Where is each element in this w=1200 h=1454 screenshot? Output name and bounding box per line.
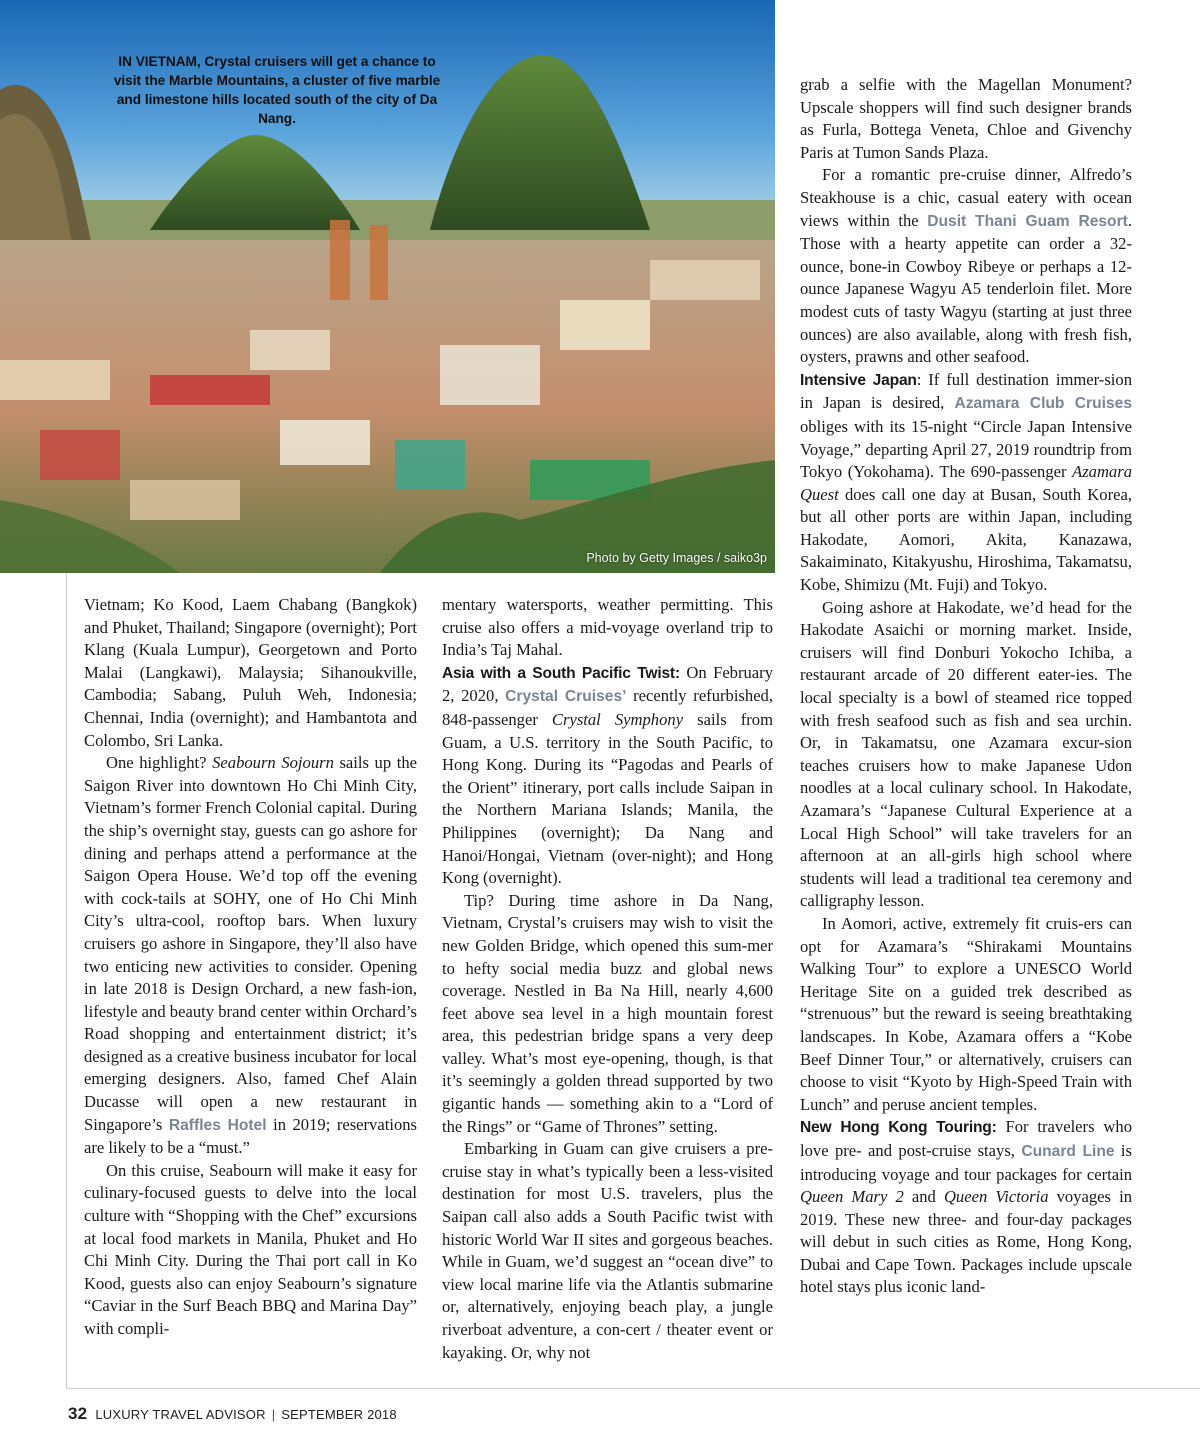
c2-p2-text-a: On February 2, 2020, <box>442 662 773 706</box>
c3-p6-ship-name-1: Queen Mary 2 <box>800 1187 904 1207</box>
c3-p6-text-d: voyages in 2019. These new three- and four-day packages will debut in such cities as Rome, Hong Kong, Dubai and Cape Town. Packages include upscale hotel stays plus iconic land- <box>800 1187 1133 1297</box>
c2-paragraph-3: Tip? During time ashore in Da Nang, Vietnam, Crystal’s cruisers may wish to visit the new Golden Bridge, which opened this sum-mer to hefty social media buzz and global news coverage. Nestled in Ba Na Hill, nearly 4,600 feet above sea level in a high mountain forest area, this pedestrian bridge spans a very deep valley. What’s most eye-opening, though, is that it’s seemingly a golden thread supported by two gigantic hands — something akin to a “Lord of the Rings” or “Game of Thrones” setting. <box>442 890 773 1136</box>
c3-p6-text-b: is introducing voyage and tour packages for certain <box>800 1140 1133 1184</box>
c1-p2-text-a: One highlight? <box>106 753 213 773</box>
footer-rule <box>66 1388 1200 1389</box>
footer-separator: | <box>271 1407 276 1422</box>
c2-p2-ship-name: Crystal Symphony <box>551 709 684 729</box>
page-footer <box>68 1404 397 1424</box>
c2-paragraph-4: Embarking in Guam can give cruisers a pre-cruise stay in what’s typically been a less-visited destination for most U.S. travelers, plus the Saipan call also adds a South Pacific twist with historic World War II sites and gorgeous beaches. While in Guam, we’d suggest an “ocean dive” to view local marine life via the Atlantis submarine or, alternatively, enjoying beach play, a jungle riverboat adventure, a con-cert / theater event or kayaking. Or, why not <box>442 1139 773 1362</box>
photo-credit: Photo by Getty Images / saiko3p <box>586 551 767 565</box>
section-heading-asia: Asia with a South Pacific Twist: <box>442 664 680 682</box>
c3-p6-text-c: and <box>903 1187 944 1207</box>
column-3 <box>800 74 1132 1299</box>
photo-caption-text: Crystal cruisers will get a chance to visit the Marble Mountains, a cluster of five marble and limestone hills located south of the city of Da Nang. <box>113 54 441 126</box>
c1-paragraph-1: Vietnam; Ko Kood, Laem Chabang (Bangkok) and Phuket, Thailand; Singapore (overnight); Port Klang (Kuala Lumpur), Georgetown and Porto Malai (Langkawi), Malaysia; Sihanoukville, Cambodia; Sabang, Puluh Weh, Indonesia; Chennai, India (overnight); and Hambantota and Colombo, Sri Lanka. <box>84 595 417 750</box>
c3-p6-text-a: For travelers who love pre- and post-cruise stays, <box>800 1117 1132 1160</box>
c2-paragraph-1: mentary watersports, weather permitting. This cruise also offers a mid-voyage overland trip to India’s Taj Mahal. <box>442 595 773 660</box>
magazine-name: LUXURY TRAVEL ADVISOR <box>95 1407 266 1422</box>
c1-paragraph-2 <box>84 752 417 1160</box>
c3-paragraph-2 <box>800 164 1132 368</box>
photo-caption-lead: IN VIETNAM, <box>118 54 201 69</box>
hero-photo <box>0 0 775 573</box>
c3-paragraph-3 <box>800 369 1132 597</box>
dusit-thani-guam-link[interactable]: Dusit Thani Guam Resort <box>927 212 1128 230</box>
azamara-club-cruises-link[interactable]: Azamara Club Cruises <box>954 395 1132 413</box>
c1-paragraph-3: On this cruise, Seabourn will make it easy for culinary-focused guests to delve into the local culture with “Shopping with the Chef” excursions at local food markets in Manila, Phuket and Ho Chi Minh City. During the Thai port call in Ko Kood, guests also can enjoy Seabourn’s signature “Caviar in the Surf Beach BBQ and Marina Day” with compli- <box>84 1160 417 1338</box>
c3-paragraph-6 <box>800 1116 1132 1299</box>
c3-p6-ship-name-2: Queen Victoria <box>943 1187 1049 1207</box>
c3-paragraph-5: In Aomori, active, extremely fit cruis-ers can opt for Azamara’s “Shirakami Mountains Walking Tour” to explore a UNESCO World Heritage Site on a guided trek described as “strenuous” but the reward is seeing breathtaking landscapes. In Kobe, Azamara offers a “Kobe Beef Dinner Tour,” or alternatively, cruisers can choose to visit “Kyoto by High-Speed Train with Lunch” and peruse ancient temples. <box>800 913 1132 1114</box>
crystal-cruises-link[interactable]: Crystal Cruises’ <box>505 688 627 706</box>
c3-p2-text-a: For a romantic pre-cruise dinner, Alfredo’s Steakhouse is a chic, casual eatery with ocean views within the <box>800 165 1132 230</box>
cunard-line-link[interactable]: Cunard Line <box>1021 1142 1115 1160</box>
c2-p2-text-b: recently refurbished, 848-passenger <box>442 686 774 729</box>
c3-p3-ship-name: Azamara Quest <box>800 462 1132 504</box>
column-2 <box>442 594 773 1364</box>
c3-p3-text-a: : If full destination immer-sion in Japan is desired, <box>800 369 1132 413</box>
issue-date: SEPTEMBER 2018 <box>281 1407 397 1422</box>
photo-caption <box>112 52 442 128</box>
c1-p2-ship-name: Seabourn Sojourn <box>212 753 334 773</box>
c1-p2-text-c: in 2019; reservations are likely to be a “must.” <box>84 1114 417 1158</box>
section-heading-japan: Intensive Japan <box>800 371 917 389</box>
c3-p2-text-b: . Those with a hearty appetite can order a 32-ounce, bone-in Cowboy Ribeye or perhaps a 12-ounce Japanese Wagyu A5 tenderloin filet. More modest cuts of tasty Wagyu (starting at just three ounces) are also available, along with fresh fish, oysters, prawns and other seafood. <box>800 210 1132 367</box>
raffles-hotel-link[interactable]: Raffles Hotel <box>168 1116 267 1134</box>
c3-paragraph-4: Going ashore at Hakodate, we’d head for the Hakodate Asaichi or morning market. Inside, cruisers will find Donburi Yokocho Ichiba, a restaurant arcade of 20 different eater-ies. The local specialty is a bowl of steamed rice topped with fresh seafood such as fish and sea urchin. Or, in Takamatsu, one Azamara excur-sion teaches cruisers how to make Japanese Udon noodles at a local culinary school. In Hakodate, Azamara’s “Japanese Cultural Experience at a Local High School” will take travelers for an afternoon at an all-girls high school where students will lead a traditional tea ceremony and calligraphy lesson. <box>800 597 1132 911</box>
c2-p2-text-c: sails from Guam, a U.S. territory in the South Pacific, to Hong Kong. During its “Pagodas and Pearls of the Orient” itinerary, port calls include Saipan in the Northern Mariana Islands; Manila, the Philippines (overnight); Da Nang and Hanoi/Hongai, Vietnam (over-night); and Hong Kong (overnight). <box>442 709 773 888</box>
c3-p3-text-b: obliges with its 15-night “Circle Japan Intensive Voyage,” departing April 27, 2019 roundtrip from Tokyo (Yokohama). The 690-passenger <box>800 416 1132 482</box>
column-1 <box>84 594 417 1341</box>
left-margin-rule <box>66 573 67 1388</box>
page-number: 32 <box>68 1404 88 1423</box>
section-heading-hong-kong: New Hong Kong Touring: <box>800 1119 997 1137</box>
c3-paragraph-1: grab a selfie with the Magellan Monument? Upscale shoppers will find such designer brands as Furla, Bottega Veneta, Chloe and Givenchy Paris at Tumon Sands Plaza. <box>800 75 1132 162</box>
c1-p2-text-b: sails up the Saigon River into downtown Ho Chi Minh City, Vietnam’s former French Colonial capital. During the ship’s overnight stay, guests can go ashore for dining and perhaps attend a performance at the Saigon Opera House. We’d top off the evening with cock-tails at SOHY, one of Ho Chi Minh City’s ultra-cool, rooftop bars. When luxury cruisers go ashore in Singapore, they’ll also have two enticing new activities to consider. Opening in late 2018 is Design Orchard, a new fash-ion, lifestyle and beauty brand center within Orchard’s Road shopping and entertainment district; it’s designed as a creative business incubator for local emerging designers. Also, famed Chef Alain Ducasse will open a new restaurant in Singapore’s <box>84 753 418 1134</box>
c2-paragraph-2 <box>442 662 773 890</box>
c3-p3-text-c: does call one day at Busan, South Korea, but all other ports are within Japan, including Hakodate, Aomori, Akita, Kanazawa, Sakaiminato, Kitakyushu, Hiroshima, Takamatsu, Kobe, Shimizu (Mt. Fuji) and Tokyo. <box>800 484 1132 595</box>
